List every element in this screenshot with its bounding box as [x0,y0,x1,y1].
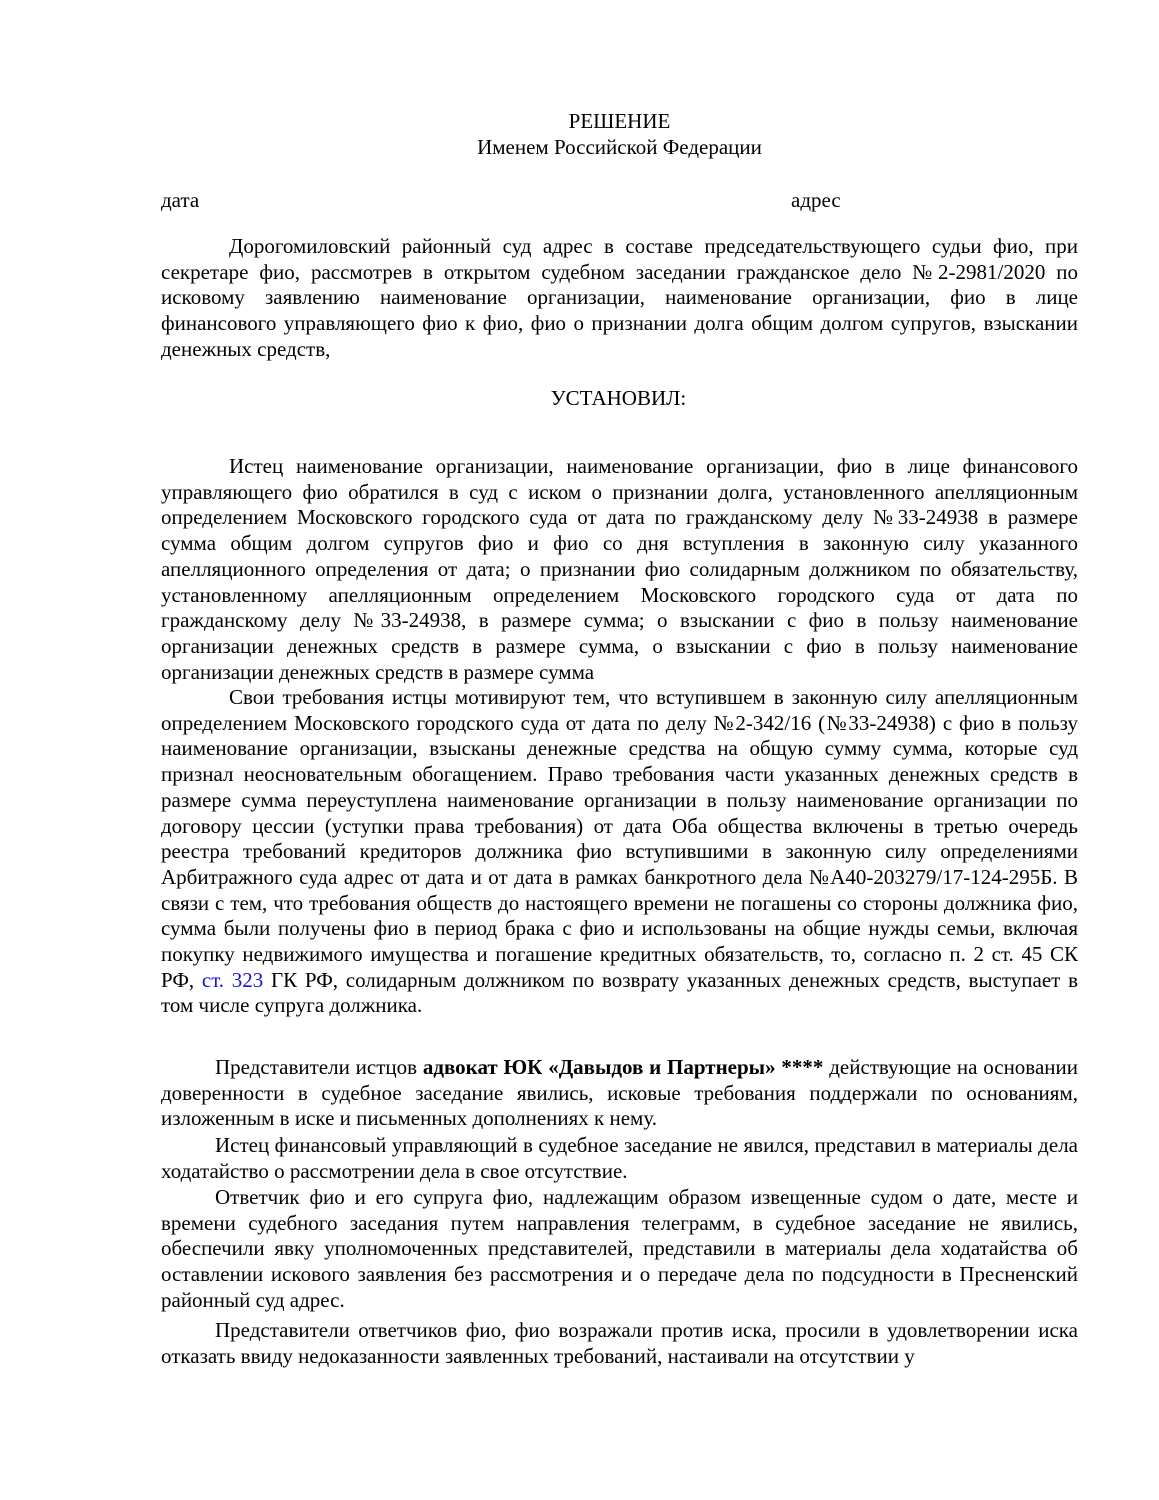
motive-text-part1: Свои требования истцы мотивируют тем, что вступившем в законную силу апелляционным определением Московского городского суда от дата по делу №2-342/16 (№33-24938) с фио в пользу наименование организации, взысканы денежные средства на общую сумму сумма, которые суд признал неосновательным обогащением. Право требования части указанных денежных средств в размере сумма переуступлена наименование организации в пользу наименование организации по договору цессии (уступки права требования) от дата Оба общества включены в третью очередь реестра требований кредиторов должника фио вступившими в законную силу определениями Арбитражного суда адрес от дата и от дата в рамках банкротного дела №А40-203279/17-124-295Б. В связи с тем, что требования обществ до настоящего времени не погашены со стороны должника фио, сумма были получены фио в период брака с фио и использованы на общие нужды семьи, включая покупку недвижимого имущества и погашение кредитных обязательств, то, согласно п. 2 ст. 45 СК РФ, [161,685,1078,992]
reps-text-part2: действующие на основании доверенности в судебное заседание явились, исковые требования поддержали по основаниям, изложенным в иске и письменных дополнениях к нему. [161,1055,1078,1131]
defendant-paragraph: Ответчик фио и его супруга фио, надлежащим образом извещенные судом о дате, месте и времени судебного заседания путем направления телеграмм, в судебное заседание не явились, обеспечили явку уполномоченных представителей, представили в материалы дела ходатайства об оставлении искового заявления без рассмотрения и о передаче дела по подсудности в Пресненский районный суд адрес. [161,1185,1078,1312]
representatives-paragraph [161,1055,1078,1132]
motive-paragraph [161,685,1078,1019]
law-article-link[interactable]: ст. 323 [201,967,264,992]
intro-paragraph: Дорогомиловский районный суд адрес в составе председательствующего судьи фио, при секретаре фио, рассмотрев в открытом судебном заседании гражданское дело №2-2981/2020 по исковому заявлению наименование организации, наименование организации, фио в лице финансового управляющего фио к фио, фио о признании долга общим долгом супругов, взыскании денежных средств, [161,234,1078,361]
document-address: адрес [791,188,841,212]
section-heading: УСТАНОВИЛ: [550,386,687,410]
manager-paragraph: Истец финансовый управляющий в судебное заседание не явился, представил в материалы дела ходатайство о рассмотрении дела в свое отсутствие. [161,1133,1078,1183]
document-date: дата [161,188,200,212]
reps-text-part1: Представители истцов [215,1055,423,1079]
law-firm-name: адвокат ЮК «Давыдов и Партнеры» **** [422,1055,824,1079]
motive-text-part2: ГК РФ, солидарным должником по возврату указанных денежных средств, выступает в том числе супруга должника. [161,967,1078,1018]
document-title: РЕШЕНИЕ [568,109,671,133]
document-subtitle: Именем Российской Федерации [477,135,762,159]
defendant-reps-paragraph: Представители ответчиков фио, фио возражали против иска, просили в удовлетворении иска отказать ввиду недоказанности заявленных требований, настаивали на отсутствии у [161,1318,1078,1368]
claim-paragraph: Истец наименование организации, наименование организации, фио в лице финансового управляющего фио обратился в суд с иском о признании долга, установленного апелляционным определением Московского городского суда от дата по гражданскому делу №33-24938 в размере сумма общим долгом супругов фио и фио со дня вступления в законную силу указанного апелляционного определения от дата; о признании фио солидарным должником по обязательству, установленному апелляционным определением Московского городского суда от дата по гражданскому делу №33-24938, в размере сумма; о взыскании с фио в пользу наименование организации денежных средств в размере сумма, о взыскании с фио в пользу наименование организации денежных средств в размере сумма [161,454,1078,684]
